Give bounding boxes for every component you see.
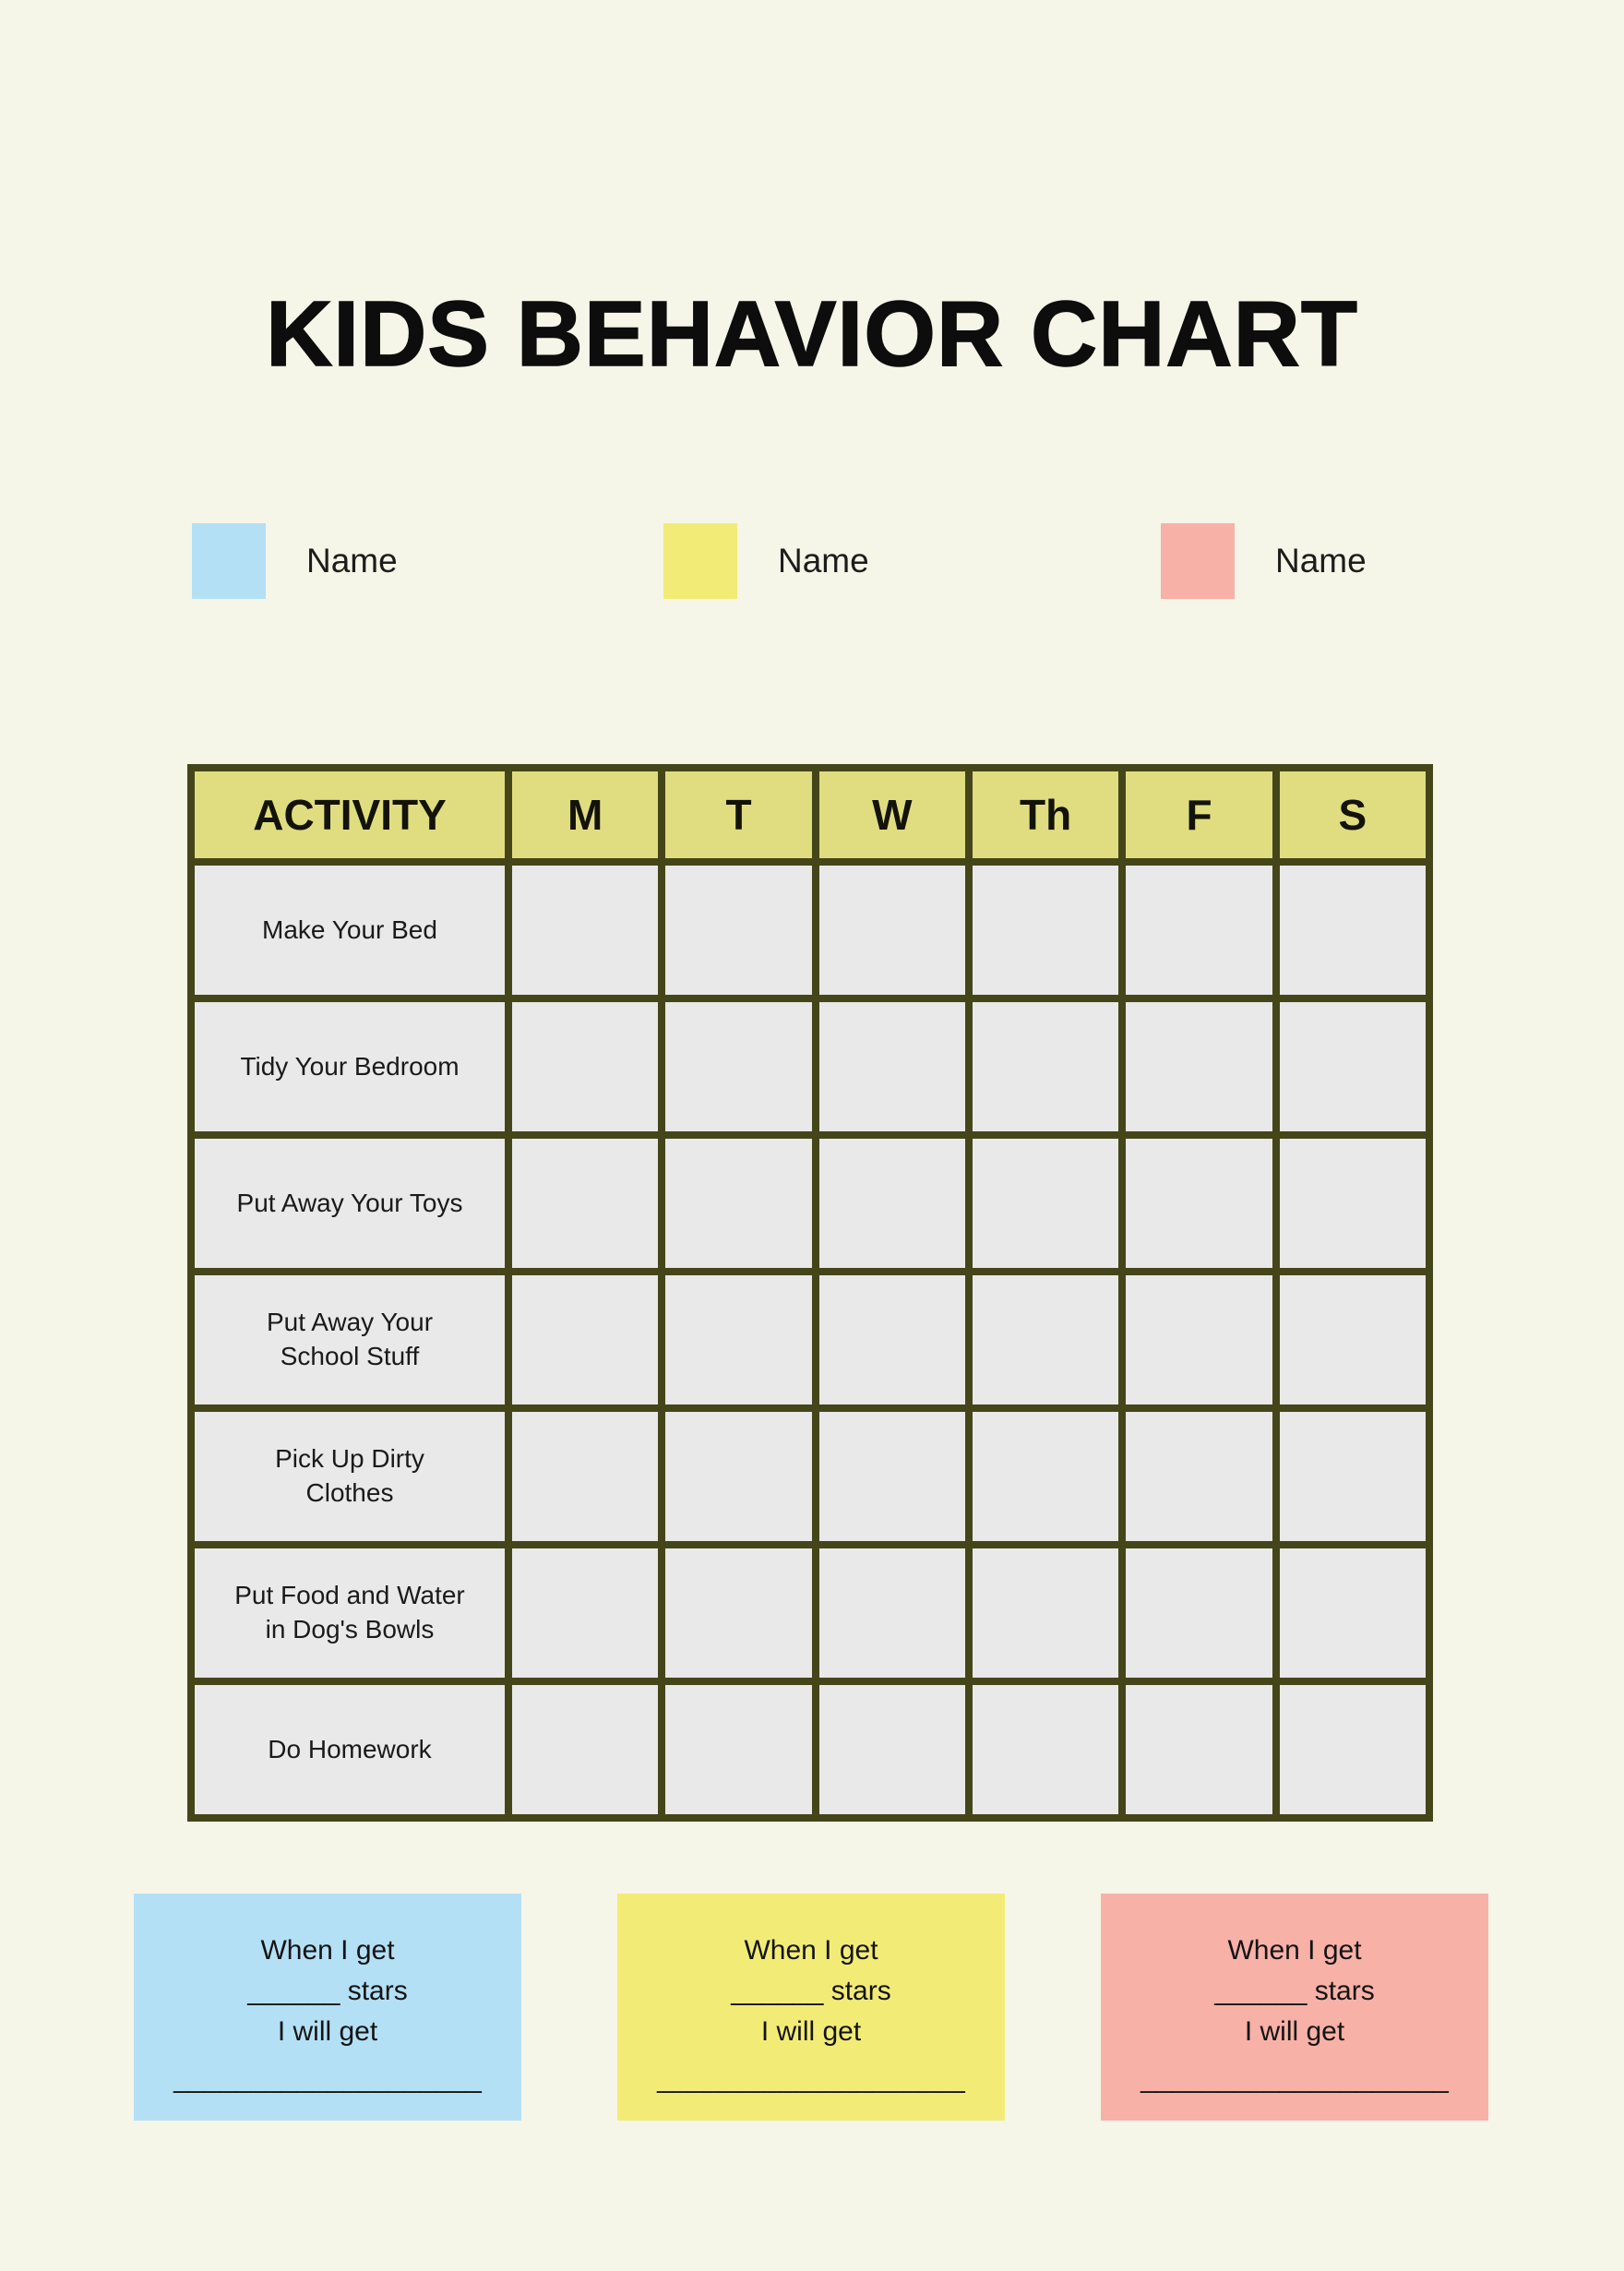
reward-box-yellow (617, 1894, 1005, 2121)
activity-label: Tidy Your Bedroom (195, 1002, 505, 1131)
header-day-monday: M (512, 771, 658, 858)
page-title: KIDS BEHAVIOR CHART (266, 282, 1358, 386)
stars-blank-line: ______ stars (1214, 1976, 1375, 2006)
day-cell[interactable] (973, 1002, 1118, 1131)
day-cell[interactable] (665, 1548, 811, 1678)
reward-text-line: When I get (1227, 1935, 1362, 1966)
header-day-friday: F (1126, 771, 1272, 858)
name-legend (0, 523, 1624, 599)
pink-color-swatch (1161, 523, 1235, 599)
day-cell[interactable] (1126, 1548, 1272, 1678)
day-cell[interactable] (512, 1412, 658, 1541)
day-cell[interactable] (819, 1548, 965, 1678)
day-cell[interactable] (1280, 866, 1426, 995)
day-cell[interactable] (512, 866, 658, 995)
reward-text-line: I will get (277, 2016, 378, 2047)
activity-label: Pick Up Dirty Clothes (195, 1412, 505, 1541)
reward-text-line: I will get (1244, 2016, 1345, 2047)
reward-text-line: I will get (760, 2016, 862, 2047)
day-cell[interactable] (1280, 1275, 1426, 1404)
name-label: Name (1275, 542, 1367, 580)
day-cell[interactable] (819, 1275, 965, 1404)
day-cell[interactable] (819, 866, 965, 995)
day-cell[interactable] (973, 1685, 1118, 1814)
day-cell[interactable] (512, 1139, 658, 1268)
blue-color-swatch (192, 523, 266, 599)
day-cell[interactable] (665, 866, 811, 995)
day-cell[interactable] (973, 1412, 1118, 1541)
reward-fill-line: ____________________ (657, 2063, 965, 2094)
day-cell[interactable] (973, 1139, 1118, 1268)
day-cell[interactable] (1280, 1548, 1426, 1678)
header-day-wednesday: W (819, 771, 965, 858)
day-cell[interactable] (665, 1002, 811, 1131)
reward-box-blue (134, 1894, 521, 2121)
stars-blank-line: ______ stars (731, 1976, 891, 2006)
day-cell[interactable] (1280, 1685, 1426, 1814)
reward-text-line: When I get (744, 1935, 878, 1966)
day-cell[interactable] (819, 1685, 965, 1814)
day-cell[interactable] (1126, 1412, 1272, 1541)
activity-label: Put Food and Water in Dog's Bowls (195, 1548, 505, 1678)
day-cell[interactable] (1280, 1002, 1426, 1131)
day-cell[interactable] (1126, 1002, 1272, 1131)
day-cell[interactable] (665, 1685, 811, 1814)
day-cell[interactable] (512, 1685, 658, 1814)
day-cell[interactable] (1126, 1685, 1272, 1814)
header-day-thursday: Th (973, 771, 1118, 858)
stars-blank-line: ______ stars (247, 1976, 408, 2006)
legend-item-pink (1161, 523, 1367, 599)
day-cell[interactable] (973, 1548, 1118, 1678)
day-cell[interactable] (973, 1275, 1118, 1404)
reward-fill-line: ____________________ (173, 2063, 482, 2094)
name-label: Name (778, 542, 869, 580)
header-day-saturday: S (1280, 771, 1426, 858)
day-cell[interactable] (665, 1275, 811, 1404)
behavior-table (187, 764, 1433, 1822)
day-cell[interactable] (819, 1139, 965, 1268)
header-day-tuesday: T (665, 771, 811, 858)
day-cell[interactable] (819, 1002, 965, 1131)
reward-boxes (134, 1894, 1488, 2121)
day-cell[interactable] (512, 1002, 658, 1131)
reward-text-line: When I get (260, 1935, 395, 1966)
yellow-color-swatch (663, 523, 737, 599)
activity-label: Put Away Your School Stuff (195, 1275, 505, 1404)
activity-label: Do Homework (195, 1685, 505, 1814)
day-cell[interactable] (665, 1139, 811, 1268)
day-cell[interactable] (1126, 1139, 1272, 1268)
legend-item-yellow (663, 523, 869, 599)
day-cell[interactable] (1280, 1139, 1426, 1268)
day-cell[interactable] (512, 1275, 658, 1404)
legend-item-blue (192, 523, 398, 599)
activity-label: Put Away Your Toys (195, 1139, 505, 1268)
activity-label: Make Your Bed (195, 866, 505, 995)
name-label: Name (306, 542, 398, 580)
day-cell[interactable] (819, 1412, 965, 1541)
day-cell[interactable] (665, 1412, 811, 1541)
day-cell[interactable] (973, 866, 1118, 995)
day-cell[interactable] (1126, 1275, 1272, 1404)
day-cell[interactable] (1280, 1412, 1426, 1541)
day-cell[interactable] (1126, 866, 1272, 995)
reward-box-pink (1101, 1894, 1488, 2121)
day-cell[interactable] (512, 1548, 658, 1678)
reward-fill-line: ____________________ (1140, 2063, 1449, 2094)
header-activity: ACTIVITY (195, 771, 505, 858)
